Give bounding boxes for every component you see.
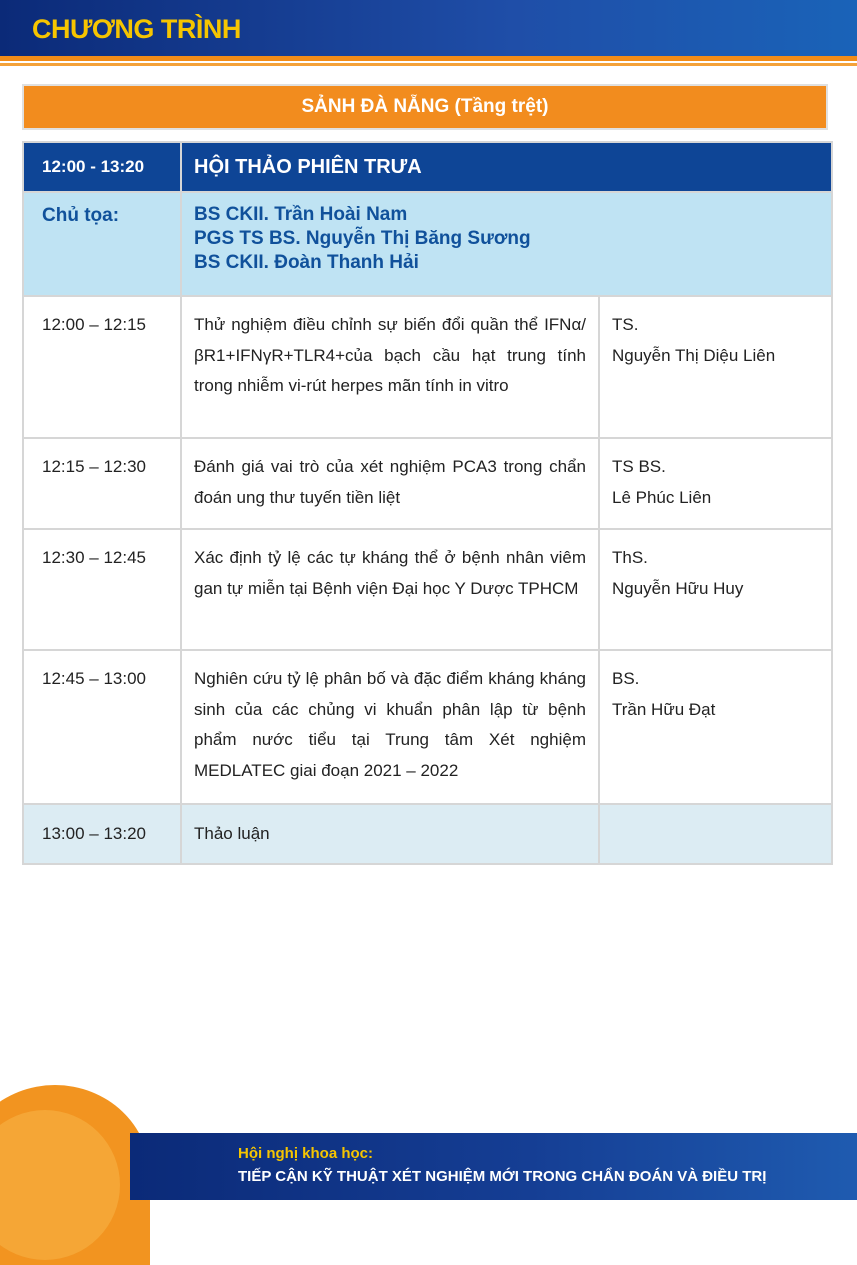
table-row bbox=[23, 529, 832, 650]
speaker-name: Nguyễn Hữu Huy bbox=[612, 578, 744, 598]
speaker-name: Nguyễn Thị Diệu Liên bbox=[612, 345, 776, 365]
talk-speaker bbox=[599, 296, 832, 438]
footer-conference-title: TIẾP CẬN KỸ THUẬT XÉT NGHIỆM MỚI TRONG CHẨN ĐOÁN VÀ ĐIỀU TRỊ bbox=[238, 1168, 767, 1185]
speaker-title: ThS. bbox=[612, 548, 648, 567]
discussion-speaker bbox=[599, 804, 832, 864]
schedule-table bbox=[22, 141, 833, 865]
talk-topic: Đánh giá vai trò của xét nghiệm PCA3 trong chẩn đoán ung thư tuyến tiền liệt bbox=[181, 438, 599, 529]
footer-conference-label: Hội nghị khoa học: bbox=[238, 1145, 373, 1162]
speaker-name: Lê Phúc Liên bbox=[612, 487, 712, 507]
discussion-topic: Thảo luận bbox=[181, 804, 599, 864]
page-title: CHƯƠNG TRÌNH bbox=[32, 14, 241, 44]
table-row bbox=[23, 438, 832, 529]
header-stripe-light bbox=[0, 63, 857, 66]
chair-row bbox=[23, 192, 832, 296]
session-time: 12:00 - 13:20 bbox=[23, 142, 181, 192]
speaker-name: Trần Hữu Đạt bbox=[612, 699, 716, 719]
session-title: HỘI THẢO PHIÊN TRƯA bbox=[181, 142, 832, 192]
venue-bar: SẢNH ĐÀ NẴNG (Tầng trệt) bbox=[22, 84, 828, 130]
chair-name: PGS TS BS. Nguyễn Thị Băng Sương bbox=[194, 228, 531, 249]
speaker-title: BS. bbox=[612, 669, 640, 688]
talk-speaker bbox=[599, 650, 832, 804]
chair-name: BS CKII. Đoàn Thanh Hải bbox=[194, 252, 419, 273]
talk-topic: Nghiên cứu tỷ lệ phân bố và đặc điểm kháng kháng sinh của các chủng vi khuẩn phân lập từ bệnh phẩm nước tiểu tại Trung tâm Xét nghiệm MEDLATEC giai đoạn 2021 – 2022 bbox=[181, 650, 599, 804]
speaker-title: TS BS. bbox=[612, 457, 666, 476]
talk-time: 12:30 – 12:45 bbox=[23, 529, 181, 650]
table-row bbox=[23, 296, 832, 438]
footer-band bbox=[130, 1133, 857, 1200]
talk-speaker bbox=[599, 529, 832, 650]
chair-label: Chủ tọa: bbox=[23, 192, 181, 296]
chair-names bbox=[181, 192, 832, 296]
session-row bbox=[23, 142, 832, 192]
talk-topic: Xác định tỷ lệ các tự kháng thể ở bệnh nhân viêm gan tự miễn tại Bệnh viện Đại học Y Dược TPHCM bbox=[181, 529, 599, 650]
talk-time: 12:15 – 12:30 bbox=[23, 438, 181, 529]
talk-time: 12:45 – 13:00 bbox=[23, 650, 181, 804]
talk-time: 12:00 – 12:15 bbox=[23, 296, 181, 438]
talk-speaker bbox=[599, 438, 832, 529]
talk-topic: Thử nghiệm điều chỉnh sự biến đổi quần thể IFNα/βR1+IFNγR+TLR4+của bạch cầu hạt trung tính trong nhiễm vi-rút herpes mãn tính in vitro bbox=[181, 296, 599, 438]
chair-name: BS CKII. Trần Hoài Nam bbox=[194, 204, 408, 225]
discussion-row bbox=[23, 804, 832, 864]
table-row bbox=[23, 650, 832, 804]
speaker-title: TS. bbox=[612, 315, 639, 334]
discussion-time: 13:00 – 13:20 bbox=[23, 804, 181, 864]
header-bar bbox=[0, 0, 857, 56]
